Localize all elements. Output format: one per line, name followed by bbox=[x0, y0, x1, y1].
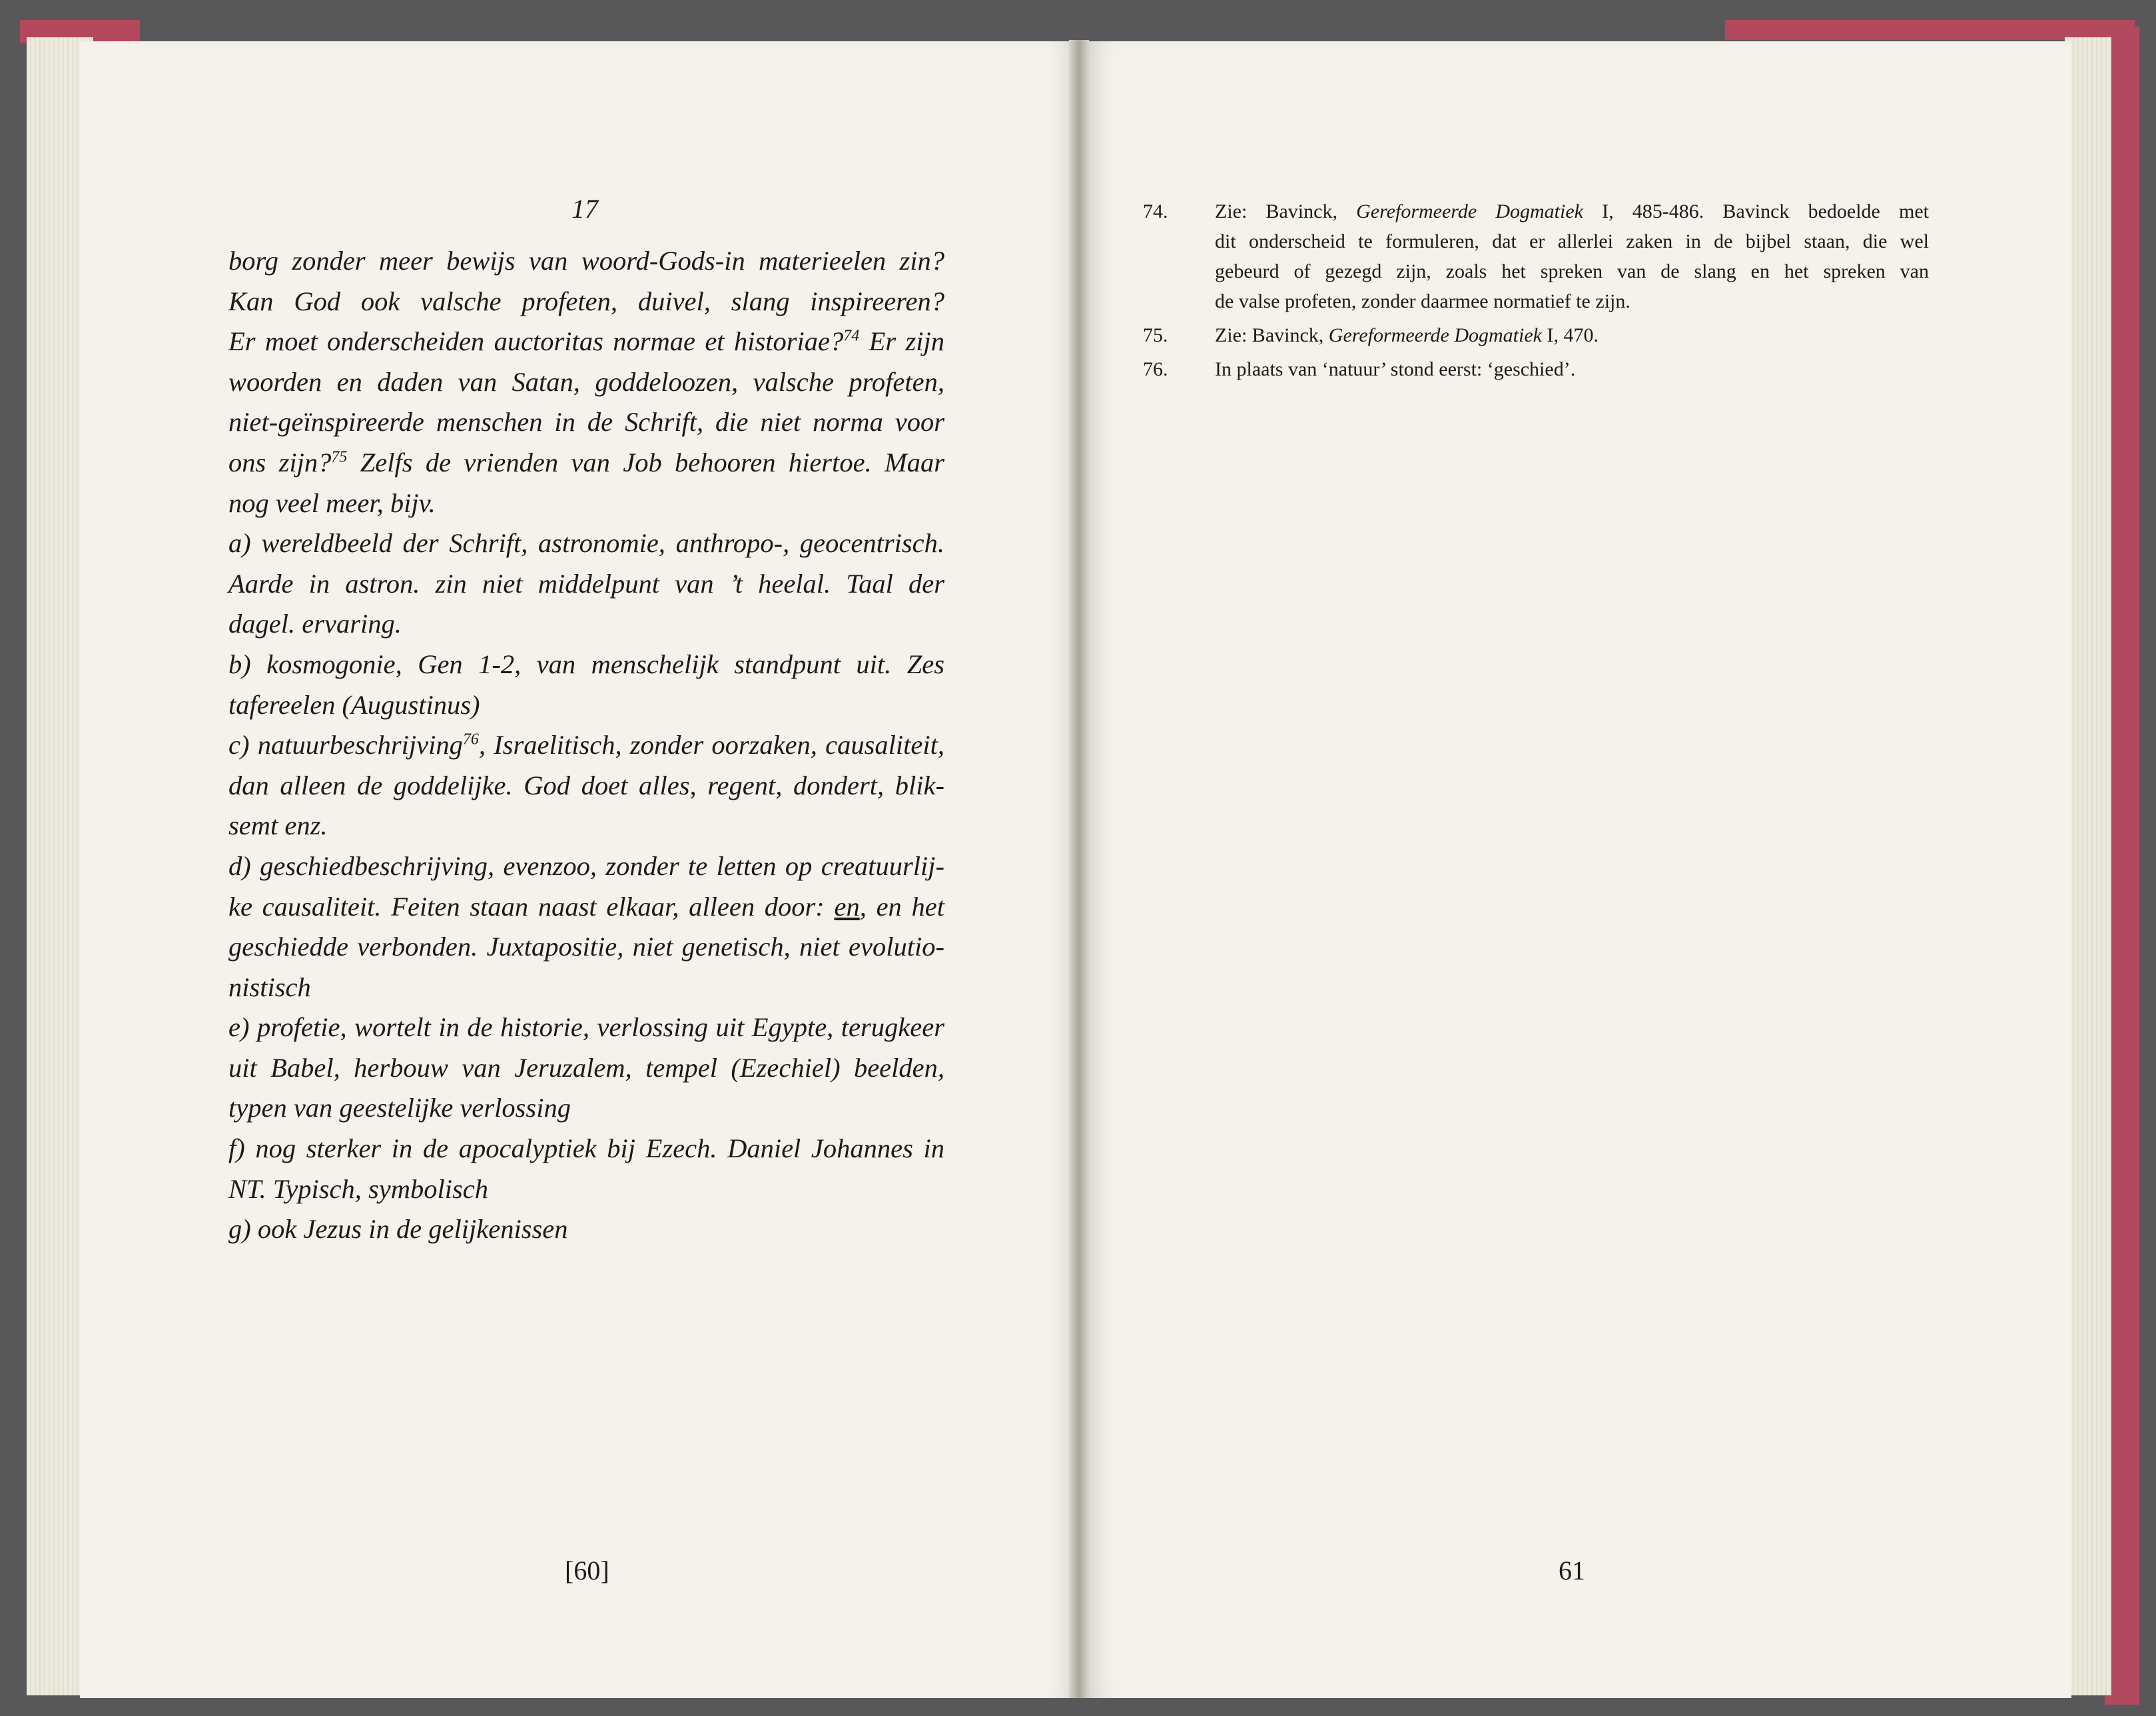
text-line: tafereelen (Augustinus) bbox=[228, 689, 480, 720]
text-line: c) natuurbeschrijving$^{76}$, Israelitisch, zonder oorzaken, causaliteit, bbox=[228, 730, 944, 760]
text-line: Er moet onderscheiden auctoritas normae et historiae?$^{74}$ Er zijn bbox=[228, 326, 945, 357]
footnote-number: 75. bbox=[1143, 324, 1168, 346]
footnote bbox=[1143, 354, 1929, 384]
text-line: dagel. ervaring. bbox=[228, 609, 402, 639]
text-line: nistisch bbox=[228, 972, 311, 1002]
book-title: Gereformeerde Dogmatiek bbox=[1328, 324, 1542, 346]
text-line: a) wereldbeeld der Schrift, astronomie, anthropo-, geocentrisch. bbox=[228, 528, 944, 559]
footnotes bbox=[1143, 196, 1929, 388]
page-number-right: 61 bbox=[1559, 1556, 1585, 1585]
footnote-number: 76. bbox=[1143, 358, 1168, 380]
text-line: dan alleen de goddelijke. God doet alles, regent, dondert, blik- bbox=[228, 770, 944, 800]
footnote bbox=[1143, 196, 1929, 316]
text-line: niet-geïnspireerde menschen in de Schrift, die niet norma voor bbox=[228, 407, 944, 437]
footnote-ref: 75 bbox=[331, 448, 348, 466]
footnote-text: Zie: Bavinck, Gereformeerde Dogmatiek I, 470. bbox=[1215, 324, 1599, 346]
text-line: f) nog sterker in de apocalyptiek bij Ezech. Daniel Johannes in bbox=[228, 1133, 944, 1164]
chapter-number: 17 bbox=[571, 194, 598, 224]
page-number-left: [60] bbox=[565, 1556, 609, 1585]
footnote bbox=[1143, 320, 1929, 350]
underlined-word: en bbox=[834, 891, 860, 922]
text-line: b) kosmogonie, Gen 1-2, van menschelijk standpunt uit. Zes bbox=[228, 649, 944, 679]
book-gutter bbox=[1069, 40, 1089, 1698]
footnote-text: In plaats van ‘natuur’ stond eerst: ‘geschied’. bbox=[1215, 358, 1576, 380]
text-line: semt enz. bbox=[228, 810, 328, 841]
text-line: borg zonder meer bewijs van woord-Gods-in materieelen zin? bbox=[228, 246, 944, 276]
left-page-body bbox=[228, 241, 944, 1250]
book-title: Gereformeerde Dogmatiek bbox=[1356, 200, 1583, 222]
page-stack-right bbox=[2065, 37, 2111, 1695]
text-line: NT. Typisch, symbolisch bbox=[228, 1173, 488, 1204]
text-line: nog veel meer, bijv. bbox=[228, 487, 436, 518]
footnote-ref: 74 bbox=[843, 327, 860, 345]
footnote-number: 74. bbox=[1143, 200, 1168, 222]
footnote-text: Zie: Bavinck, Gereformeerde Dogmatiek I, 485-486. Bavinck bedoelde met dit onderscheid te formuleren, dat er allerlei zaken in de bijbel staan, die wel gebeurd of gezegd zijn, zoals het spreken van de slang en het spreken van de valse profeten, zonder daarmee normatief te zijn. bbox=[1215, 200, 1930, 312]
text-line: uit Babel, herbouw van Jeruzalem, tempel (Ezechiel) beelden, bbox=[228, 1052, 944, 1083]
text-line: Kan God ook valsche profeten, duivel, slang inspireeren? bbox=[228, 286, 944, 316]
text-line: ons zijn?$^{75}$ Zelfs de vrienden van Job behooren hiertoe. Maar bbox=[228, 447, 945, 477]
text-line: typen van geestelijke verlossing bbox=[228, 1093, 571, 1123]
text-line: woorden en daden van Satan, goddeloozen, valsche profeten, bbox=[228, 366, 944, 397]
text-line: e) profetie, wortelt in de historie, verlossing uit Egypte, terugkeer bbox=[228, 1012, 944, 1043]
footnote-ref: 76 bbox=[462, 730, 479, 748]
text-line: geschiedde verbonden. Juxtapositie, niet genetisch, niet evolutio- bbox=[228, 932, 944, 962]
text-line: ke causaliteit. Feiten staan naast elkaar, alleen door: en, en het bbox=[228, 891, 944, 922]
text-line: Aarde in astron. zin niet middelpunt van ’t heelal. Taal der bbox=[228, 568, 944, 599]
text-line: g) ook Jezus in de gelijkenissen bbox=[228, 1214, 568, 1245]
text-line: d) geschiedbeschrijving, evenzoo, zonder te letten op creatuurlij- bbox=[228, 850, 944, 881]
